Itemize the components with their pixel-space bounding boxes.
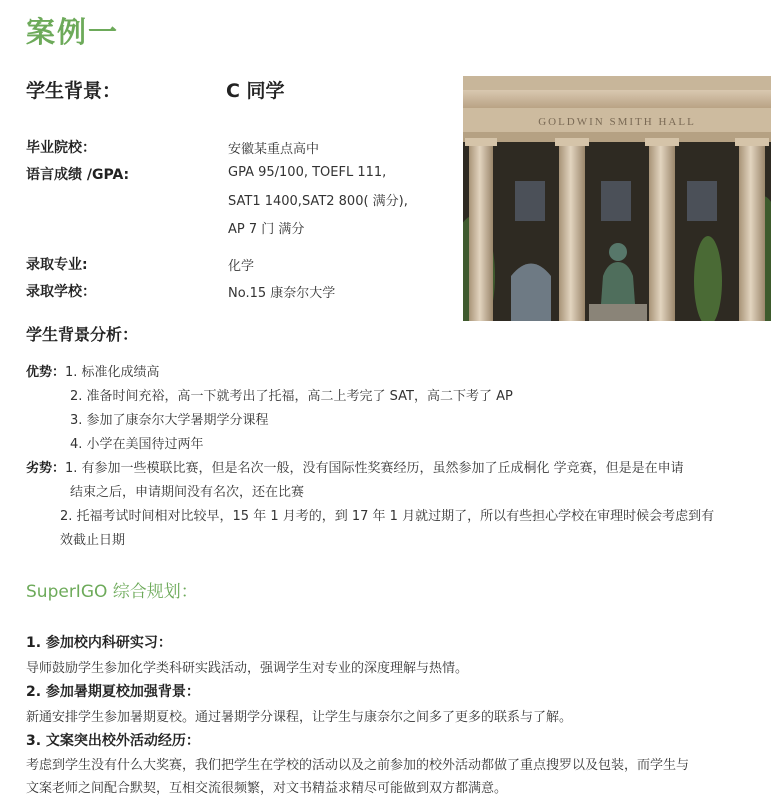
plan-item-3-body-2: 文案老师之间配合默契，互相交流很频繁，对文书精益求精尽可能做到双方都满意。 — [26, 781, 508, 796]
building-photo — [463, 76, 771, 321]
strength-4: 4. 小学在美国待过两年 — [70, 437, 204, 452]
strengths-row-1 — [26, 361, 160, 380]
major-value: 化学 — [228, 259, 255, 274]
plan-item-2-head: 2. 参加暑期夏校加强背景： — [26, 684, 200, 700]
plan-title: SuperIGO 综合规划： — [26, 582, 198, 602]
plan-item-3-body-1: 考虑到学生没有什么大奖赛，我们把学生在学校的活动以及之前参加的校外活动都做了重点搜罗以及包装，而学生与 — [26, 758, 690, 773]
weaknesses-label: 劣势： — [26, 461, 66, 476]
scores-label: 语言成绩 /GPA: — [26, 167, 130, 183]
analysis-title: 学生背景分析： — [26, 325, 139, 344]
school-value: No.15 康奈尔大学 — [228, 286, 336, 301]
weakness-1: 1. 有参加一些模联比赛，但是名次一般，没有国际性奖赛经历，虽然参加了丘成桐化 学竞赛，但是是在申请 — [65, 461, 684, 476]
plan-item-1-body: 导师鼓励学生参加化学类科研实践活动，强调学生对专业的深度理解与热情。 — [26, 661, 469, 676]
graduated-school-value: 安徽某重点高中 — [228, 142, 320, 157]
weakness-2-cont: 效截止日期 — [60, 533, 126, 548]
scores-value-line2: SAT1 1400,SAT2 800( 满分), — [228, 194, 408, 209]
school-label: 录取学校： — [26, 284, 96, 300]
plan-item-2-body: 新通安排学生参加暑期夏校。通过暑期学分课程，让学生与康奈尔之间多了更多的联系与了解。 — [26, 710, 573, 725]
plan-item-3-head: 3. 文案突出校外活动经历： — [26, 733, 200, 749]
strength-3: 3. 参加了康奈尔大学暑期学分课程 — [70, 413, 269, 428]
scores-value-line1: GPA 95/100, TOEFL 111, — [228, 165, 387, 180]
goldwin-smith-hall-image — [463, 76, 771, 321]
background-label: 学生背景： — [26, 80, 122, 102]
strengths-label: 优势： — [26, 365, 66, 380]
student-name: C 同学 — [226, 80, 285, 102]
weakness-1-cont: 结束之后，申请期间没有名次，还在比赛 — [70, 485, 305, 500]
weaknesses-row-1 — [26, 457, 684, 476]
scores-value-line3: AP 7 门 满分 — [228, 222, 305, 237]
case-title: 案例一 — [26, 15, 120, 49]
graduated-school-label: 毕业院校： — [26, 140, 96, 156]
major-label: 录取专业: — [26, 257, 88, 273]
weakness-2: 2. 托福考试时间相对比较早，15 年 1 月考的，到 17 年 1 月就过期了，所以有些担心学校在审理时候会考虑到有 — [60, 509, 715, 524]
plan-item-1-head: 1. 参加校内科研实习： — [26, 635, 172, 651]
strength-1: 1. 标准化成绩高 — [65, 365, 160, 380]
strength-2: 2. 准备时间充裕，高一下就考出了托福，高二上考完了 SAT，高二下考了 AP — [70, 389, 513, 404]
hall-inscription: GOLDWIN SMITH HALL — [538, 116, 696, 128]
